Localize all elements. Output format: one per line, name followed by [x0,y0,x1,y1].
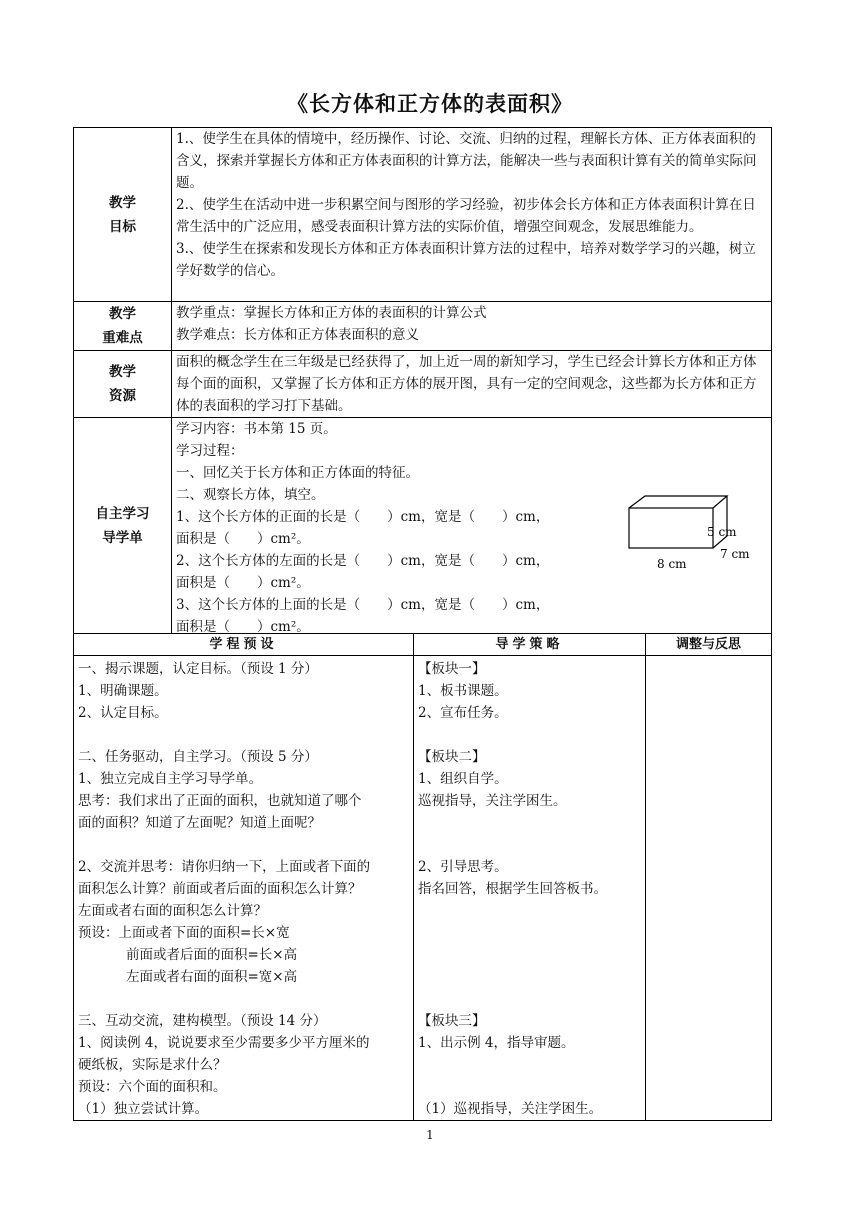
key-point-focus: 教学重点：掌握长方体和正方体的表面积的计算公式 [176,305,487,321]
objectives-label-line1: 教学 [109,194,136,211]
self-study-row [74,418,772,634]
strategy-line: 【板块一】 [418,661,486,677]
header-guidance-strategy: 导学策略 [414,634,646,656]
process-line: 1、独立完成自主学习导学单。 [78,771,263,787]
strategy-line: 【板块二】 [418,749,486,765]
key-points-label-line2: 重难点 [102,330,143,346]
resources-label-line2: 资源 [109,388,136,404]
process-line: 2、交流并思考：请你归纳一下，上面或者下面的 [78,859,371,875]
strategy-line: 2、宣布任务。 [418,705,508,721]
process-line: 面积怎么计算？前面或者后面的面积怎么计算？ [78,881,362,897]
study-line: 面积是（ ）cm²。 [176,531,310,547]
study-line: 3、这个长方体的上面的长是（ ）cm，宽是（ ）cm， [176,597,550,613]
study-line: 学习内容：书本第 15 页。 [176,421,337,437]
cuboid-top-face [629,496,727,508]
study-line: 1、这个长方体的正面的长是（ ）cm，宽是（ ）cm， [176,509,550,525]
study-line: 一、回忆关于长方体和正方体面的特征。 [176,465,419,481]
objectives-row [74,128,772,302]
process-line: 1、阅读例 4，说说要求至少需要多少平方厘米的 [78,1035,370,1051]
strategy-line: （1）巡视指导，关注学困生。 [418,1101,603,1117]
strategy-line: 【板块三】 [418,1013,486,1029]
reflection-column [646,656,772,1121]
width-label: 7 cm [720,547,750,561]
page-number: 1 [426,1128,434,1142]
process-left-column [74,656,414,1121]
key-point-difficulty: 教学难点：长方体和正方体表面积的意义 [176,327,419,343]
resources-row [74,351,772,418]
key-points-row [74,302,772,351]
objectives-label-line2: 目标 [109,218,136,235]
study-line: 面积是（ ）cm²。 [176,619,310,635]
header-learning-process: 学程预设 [74,634,414,656]
process-line: 硬纸板，实际是求什么？ [78,1057,227,1073]
process-line: 左面或者右面的面积=宽×高 [126,969,298,985]
study-line: 2、这个长方体的左面的长是（ ）cm，宽是（ ）cm， [176,553,550,569]
resources-label [74,351,172,418]
objective-item-1: 1.、使学生在具体的情境中，经历操作、讨论、交流、归纳的过程，理解长方体、正方体表面积的含义，探索并掌握长方体和正方体表面积的计算方法，能解决一些与表面积计算有关的简单实际问题。 [176,131,757,191]
objectives-content [172,128,772,302]
resources-text: 面积的概念学生在三年级是已经获得了，加上近一周的新知学习，学生已经会计算长方体和正方体每个面的面积，又掌握了长方体和正方体的展开图，具有一定的空间观念，这些都为长方体和正方体的表面积的学习打下基础。 [176,354,757,414]
process-line: 三、互动交流，建构模型。（预设 14 分） [78,1013,327,1029]
key-points-content [172,302,772,351]
strategy-line: 1、出示例 4，指导审题。 [418,1035,575,1051]
process-line: 预设：六个面的面积和。 [78,1079,227,1095]
process-line: 思考：我们求出了正面的面积，也就知道了哪个 [78,793,362,809]
process-body-row [74,656,772,1121]
height-label: 5 cm [707,525,737,539]
cuboid-front-face [629,508,713,548]
study-line: 面积是（ ）cm²。 [176,575,310,591]
objectives-label [74,128,172,302]
process-line: 左面或者右面的面积怎么计算？ [78,903,267,919]
process-line: 预设：上面或者下面的面积=长×宽 [78,925,290,941]
key-points-label [74,302,172,351]
header-adjustment-reflection: 调整与反思 [646,634,772,656]
self-study-label-line2: 导学单 [102,529,143,546]
resources-label-line1: 教学 [109,364,136,380]
self-study-content [172,418,772,634]
study-line: 二、观察长方体，填空。 [176,487,325,503]
key-points-label-line1: 教学 [109,306,136,322]
process-line: 前面或者后面的面积=长×高 [126,947,298,963]
process-line: 一、揭示课题，认定目标。（预设 1 分） [78,661,318,677]
process-line: 面的面积？知道了左面呢？知道上面呢？ [78,815,321,831]
strategy-line: 巡视指导，关注学困生。 [418,793,567,809]
document-title: 《长方体和正方体的表面积》 [287,92,573,116]
resources-content [172,351,772,418]
strategy-line: 1、板书课题。 [418,683,508,699]
length-label: 8 cm [657,557,687,571]
strategy-line: 指名回答，根据学生回答板书。 [418,881,607,897]
strategy-line: 2、引导思考。 [418,859,508,875]
strategy-line: 1、组织自学。 [418,771,508,787]
cuboid-right-face [713,496,727,548]
objective-item-2: 2.、使学生在活动中进一步积累空间与图形的学习经验，初步体会长方体和正方体表面积计算在日常生活中的广泛应用，感受表面积计算方法的实际价值，增强空间观念，发展思维能力。 [176,197,756,235]
process-line: 1、明确课题。 [78,683,168,699]
study-line: 学习过程： [176,443,244,459]
self-study-label [74,418,172,634]
process-right-column [414,656,646,1121]
self-study-label-line1: 自主学习 [95,505,150,522]
process-line: 二、任务驱动，自主学习。（预设 5 分） [78,749,318,765]
process-line: 2、认定目标。 [78,705,168,721]
cuboid-figure [623,492,759,582]
objective-item-3: 3.、使学生在探索和发现长方体和正方体表面积计算方法的过程中，培养对数学学习的兴趣，树立学好数学的信心。 [176,241,756,279]
lesson-plan-table [73,127,771,1121]
process-line: （1）独立尝试计算。 [78,1101,209,1117]
